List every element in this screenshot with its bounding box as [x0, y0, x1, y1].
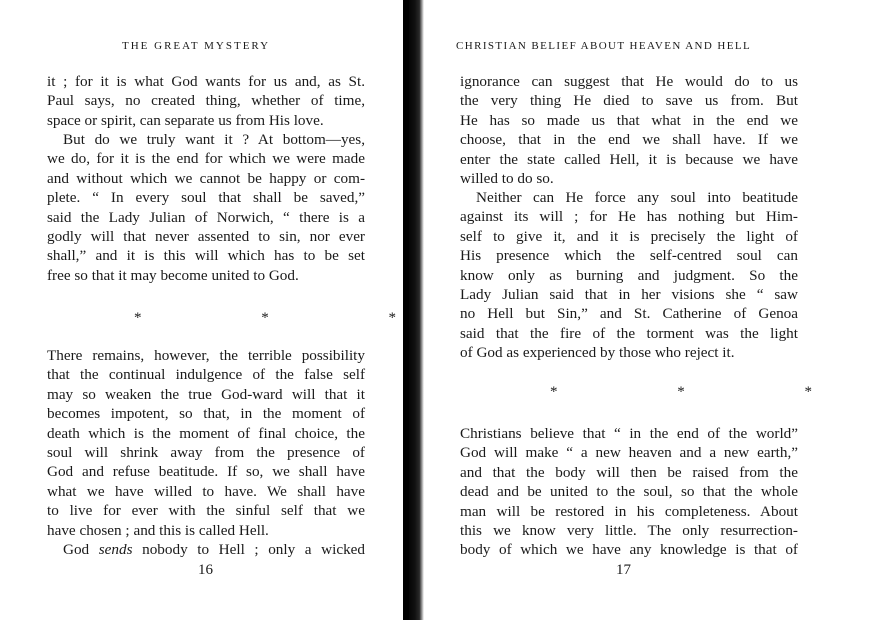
text-line: There remains, however, the terrible possibility: [47, 347, 365, 364]
text-line: becomes impotent, so that, in the moment of: [47, 405, 365, 423]
text-line: free so that it may become united to God.: [47, 266, 299, 284]
text-line: shall,” and it is this will which has to be set: [47, 247, 365, 265]
text-line: But do we truly want it ? At bottom—yes,: [63, 131, 365, 148]
italic-word: sends: [98, 540, 133, 558]
right-page-number: 17: [616, 562, 631, 578]
text-line: Christians believe that “ in the end of the world”: [460, 425, 798, 442]
text-line: this we know very little. The only resurrection-: [460, 521, 798, 539]
text-fragment: nobody to Hell ; only a wicked: [132, 540, 365, 558]
text-line: Lady Julian said that in her visions she “ saw: [460, 285, 798, 303]
text-line: Neither can He force any soul into beatitude: [476, 189, 798, 206]
text-line: He has so made us that what in the end we: [460, 111, 798, 129]
section-break-stars: * * *: [134, 310, 454, 326]
text-line: no Hell but Sin,” and St. Catherine of Genoa: [460, 305, 798, 323]
text-line: against its will ; for He has nothing but Him-: [460, 208, 798, 226]
left-page-number: 16: [198, 562, 213, 578]
text-line: soul will shrink away from the presence of: [47, 443, 365, 461]
text-line: of God as experienced by those who reject it.: [460, 344, 735, 362]
text-line: to live for ever with the sinful self that we: [47, 502, 365, 520]
text-line: God will make “ a new heaven and a new earth,”: [460, 444, 798, 462]
text-line: it ; for it is what God wants for us and, as St.: [47, 73, 365, 90]
text-line: God and refuse beatitude. If so, we shall have: [47, 463, 365, 481]
text-line: enter the state called Hell, it is because we have: [460, 150, 798, 168]
left-paragraph-1: [47, 72, 365, 130]
text-line: [47, 540, 365, 559]
text-line: His presence which the self-centred soul can: [460, 247, 798, 265]
left-running-head: THE GREAT MYSTERY: [122, 40, 271, 52]
text-line: said the Lady Julian of Norwich, “ there is a: [47, 208, 365, 226]
text-line: plete. “ In every soul that shall be saved,”: [47, 189, 365, 207]
text-line: know only as burning and judgment. So the: [460, 266, 798, 284]
text-line: the very thing He died to save us from. But: [460, 92, 798, 110]
text-line: space or spirit, can separate us from His love.: [47, 111, 324, 129]
left-paragraph-2: [47, 130, 365, 285]
text-line: choose, that in the end we shall have. If we: [460, 131, 798, 149]
right-running-head: CHRISTIAN BELIEF ABOUT HEAVEN AND HELL: [456, 40, 752, 52]
text-line: and without which we cannot be happy or com-: [47, 169, 365, 187]
text-line: willed to do so.: [460, 169, 554, 187]
right-paragraph-1: [460, 72, 798, 188]
text-line: and that the body will then be raised from the: [460, 463, 798, 481]
section-break-stars: * * *: [550, 384, 870, 400]
right-page: [420, 0, 870, 620]
text-line: death which is the moment of final choice, the: [47, 424, 365, 442]
text-line: dead and be united to the soul, so that the whole: [460, 483, 798, 501]
text-line: may so weaken the true God-ward will that it: [47, 385, 365, 403]
text-line: said that the fire of the torment was the light: [460, 324, 798, 342]
left-paragraph-3: [47, 346, 365, 559]
text-line: body of which we have any knowledge is that of: [460, 541, 798, 559]
right-paragraph-3: [460, 424, 798, 560]
text-line: have chosen ; and this is called Hell.: [47, 521, 269, 539]
text-line: godly will that never assented to sin, nor ever: [47, 227, 365, 245]
text-line: ignorance can suggest that He would do to us: [460, 73, 798, 90]
text-line: we do, for it is the end for which we were made: [47, 150, 365, 168]
right-paragraph-2: [460, 188, 798, 363]
text-line: man will be restored in his completeness. About: [460, 502, 798, 520]
text-line: that the continual indulgence of the false self: [47, 366, 365, 384]
text-line: Paul says, no created thing, whether of time,: [47, 92, 365, 110]
text-line: what we have willed to have. We shall have: [47, 482, 365, 500]
text-line: self to give it, and it is precisely the light of: [460, 227, 798, 245]
text-fragment: God: [63, 540, 99, 558]
